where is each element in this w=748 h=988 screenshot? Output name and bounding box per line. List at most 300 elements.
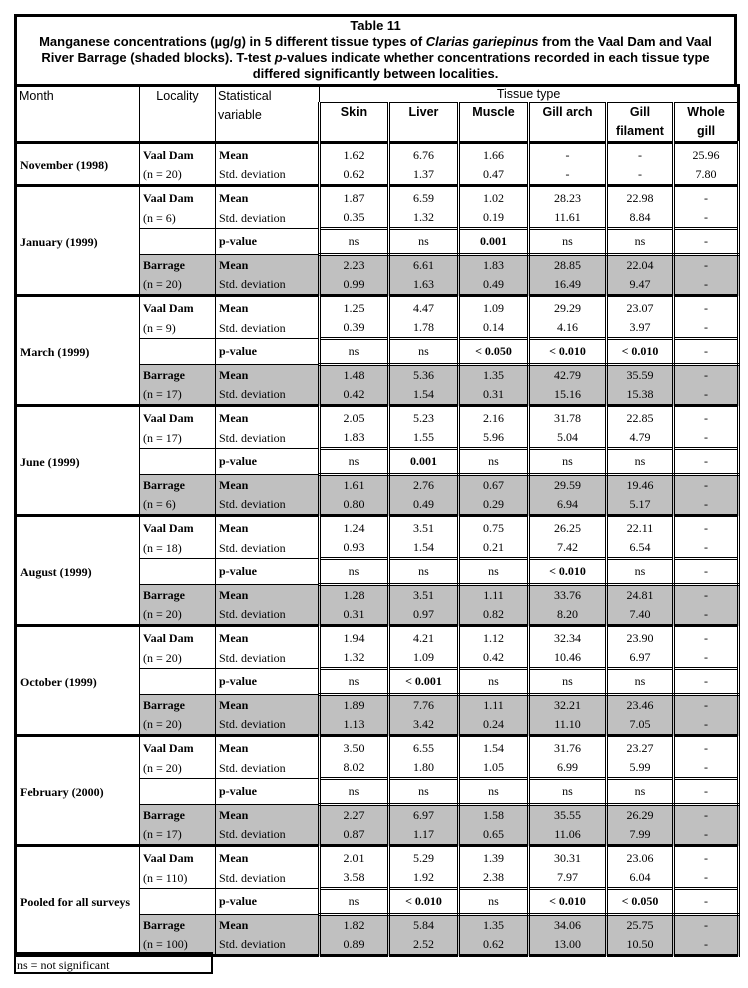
stat-label: Mean: [216, 846, 320, 869]
sd-row-cell: 4.79: [607, 428, 674, 449]
caption-text: -values indicate whether concentrations recorded in each tissue type differed significantly between localities.: [252, 50, 710, 81]
locality-empty: [140, 229, 216, 255]
mean-row-cell: 35.55: [529, 805, 607, 826]
locality-empty: [140, 779, 216, 805]
locality-empty: [140, 669, 216, 695]
mean-row-cell: 6.59: [389, 186, 459, 209]
month-label: June (1999): [16, 406, 140, 516]
mean-row-cell: 2.76: [389, 475, 459, 496]
mean-row-cell: 23.90: [607, 626, 674, 649]
stat-label: Mean: [216, 475, 320, 496]
sd-row-cell: 2.52: [389, 935, 459, 956]
stat-label: Std. deviation: [216, 605, 320, 626]
table-description: [23, 34, 728, 82]
p-value-cell: ns: [320, 339, 389, 365]
month-label: February (2000): [16, 736, 140, 846]
mean-row-cell: -: [674, 846, 739, 869]
mean-row-cell: 30.31: [529, 846, 607, 869]
mean-row-cell: 6.61: [389, 255, 459, 276]
p-value-cell: < 0.001: [389, 669, 459, 695]
p-value-cell: ns: [529, 779, 607, 805]
sd-row-cell: 5.99: [607, 758, 674, 779]
p-value-cell: -: [674, 229, 739, 255]
mean-row-cell: 1.62: [320, 143, 389, 166]
mean-row-cell: 6.55: [389, 736, 459, 759]
sd-row-cell: 5.04: [529, 428, 607, 449]
mean-row-cell: -: [674, 516, 739, 539]
sd-row-cell: -: [674, 935, 739, 956]
mean-row-cell: 5.84: [389, 915, 459, 936]
mean-row-cell: 33.76: [529, 585, 607, 606]
sd-row-cell: 0.87: [320, 825, 389, 846]
sd-row-cell: -: [674, 385, 739, 406]
mean-row-cell: -: [674, 475, 739, 496]
sd-row-cell: 0.35: [320, 208, 389, 229]
mean-row-cell: -: [607, 143, 674, 166]
month-label: October (1999): [16, 626, 140, 736]
p-value-cell: < 0.010: [529, 339, 607, 365]
sample-size: (n = 20): [140, 275, 216, 296]
p-value-cell: ns: [459, 559, 529, 585]
mean-row-cell: 1.35: [459, 915, 529, 936]
header-tissue-2: Muscle: [459, 103, 529, 143]
mean-row-cell: 1.94: [320, 626, 389, 649]
stat-label: Std. deviation: [216, 758, 320, 779]
caption-p: p: [274, 50, 283, 65]
sd-row-cell: 1.13: [320, 715, 389, 736]
sd-row-cell: 0.19: [459, 208, 529, 229]
stat-label: p-value: [216, 229, 320, 255]
sd-row-cell: 1.83: [320, 428, 389, 449]
month-label: Pooled for all surveys: [16, 846, 140, 956]
sd-row-cell: -: [674, 868, 739, 889]
locality-label: Vaal Dam: [140, 406, 216, 429]
table-caption: [14, 14, 737, 84]
sample-size: (n = 20): [140, 758, 216, 779]
table-row: [16, 406, 739, 429]
sd-row-cell: 11.06: [529, 825, 607, 846]
locality-empty: [140, 449, 216, 475]
sd-row-cell: -: [674, 825, 739, 846]
header-statistical-variable: Statistical variable: [216, 86, 320, 143]
stat-label: Mean: [216, 365, 320, 386]
stat-label: Mean: [216, 805, 320, 826]
mean-row-cell: 31.78: [529, 406, 607, 429]
mean-row-cell: -: [674, 406, 739, 429]
mean-row-cell: 22.85: [607, 406, 674, 429]
p-value-cell: < 0.010: [529, 559, 607, 585]
sd-row-cell: 16.49: [529, 275, 607, 296]
stat-label: Std. deviation: [216, 868, 320, 889]
sd-row-cell: 7.42: [529, 538, 607, 559]
stat-label: Std. deviation: [216, 208, 320, 229]
sample-size: (n = 20): [140, 165, 216, 186]
stat-label: Mean: [216, 516, 320, 539]
locality-label: Barrage: [140, 805, 216, 826]
mean-row-cell: -: [674, 365, 739, 386]
locality-label: Vaal Dam: [140, 186, 216, 209]
p-value-cell: < 0.050: [607, 889, 674, 915]
mean-row-cell: 1.83: [459, 255, 529, 276]
mean-row-cell: 1.09: [459, 296, 529, 319]
header-locality: Locality: [140, 86, 216, 143]
stat-label: p-value: [216, 559, 320, 585]
locality-label: Barrage: [140, 695, 216, 716]
sd-row-cell: 8.02: [320, 758, 389, 779]
mean-row-cell: 1.24: [320, 516, 389, 539]
sd-row-cell: -: [674, 648, 739, 669]
sd-row-cell: 0.42: [320, 385, 389, 406]
mean-row-cell: 1.54: [459, 736, 529, 759]
stat-label: Std. deviation: [216, 495, 320, 516]
stat-label: Mean: [216, 626, 320, 649]
sample-size: (n = 9): [140, 318, 216, 339]
stat-label: Mean: [216, 915, 320, 936]
mean-row-cell: 2.01: [320, 846, 389, 869]
sd-row-cell: 1.92: [389, 868, 459, 889]
mean-row-cell: 3.51: [389, 585, 459, 606]
mean-row-cell: 1.48: [320, 365, 389, 386]
p-value-cell: -: [674, 339, 739, 365]
mean-row-cell: 26.29: [607, 805, 674, 826]
mean-row-cell: 28.23: [529, 186, 607, 209]
sd-row-cell: 3.58: [320, 868, 389, 889]
sd-row-cell: 15.16: [529, 385, 607, 406]
sd-row-cell: 1.32: [320, 648, 389, 669]
footnote: ns = not significant: [14, 952, 213, 974]
table-row: [16, 143, 739, 166]
month-label: August (1999): [16, 516, 140, 626]
sd-row-cell: 0.31: [320, 605, 389, 626]
sd-row-cell: -: [674, 275, 739, 296]
header-month: Month: [16, 86, 140, 143]
sd-row-cell: 7.97: [529, 868, 607, 889]
mean-row-cell: 2.16: [459, 406, 529, 429]
sample-size: (n = 110): [140, 868, 216, 889]
mean-row-cell: 22.11: [607, 516, 674, 539]
mean-row-cell: 1.58: [459, 805, 529, 826]
mean-row-cell: 1.25: [320, 296, 389, 319]
stat-label: Std. deviation: [216, 275, 320, 296]
mean-row-cell: 29.59: [529, 475, 607, 496]
sd-row-cell: 0.31: [459, 385, 529, 406]
sd-row-cell: 0.65: [459, 825, 529, 846]
species-name: Clarias gariepinus: [425, 34, 539, 49]
mean-row-cell: 1.89: [320, 695, 389, 716]
sd-row-cell: 1.80: [389, 758, 459, 779]
p-value-cell: ns: [607, 779, 674, 805]
sd-row-cell: 15.38: [607, 385, 674, 406]
mean-row-cell: 1.11: [459, 695, 529, 716]
sample-size: (n = 20): [140, 605, 216, 626]
locality-label: Barrage: [140, 915, 216, 936]
locality-label: Barrage: [140, 365, 216, 386]
mean-row-cell: 26.25: [529, 516, 607, 539]
locality-label: Vaal Dam: [140, 736, 216, 759]
stat-label: Std. deviation: [216, 538, 320, 559]
sd-row-cell: 0.62: [320, 165, 389, 186]
stat-label: Std. deviation: [216, 648, 320, 669]
stat-label: p-value: [216, 669, 320, 695]
mean-row-cell: 5.36: [389, 365, 459, 386]
stat-label: Std. deviation: [216, 428, 320, 449]
stat-label: Mean: [216, 255, 320, 276]
table-11: [14, 14, 737, 957]
p-value-cell: < 0.050: [459, 339, 529, 365]
stat-label: Mean: [216, 296, 320, 319]
header-tissue-5: Whole gill: [674, 103, 739, 143]
mean-row-cell: 32.21: [529, 695, 607, 716]
mean-row-cell: 5.23: [389, 406, 459, 429]
sd-row-cell: 6.97: [607, 648, 674, 669]
stat-label: Mean: [216, 186, 320, 209]
p-value-cell: ns: [529, 669, 607, 695]
mean-row-cell: 1.39: [459, 846, 529, 869]
sd-row-cell: -: [674, 538, 739, 559]
sd-row-cell: 1.63: [389, 275, 459, 296]
sd-row-cell: 8.84: [607, 208, 674, 229]
sd-row-cell: 2.38: [459, 868, 529, 889]
stat-label: p-value: [216, 339, 320, 365]
sd-row-cell: 1.54: [389, 385, 459, 406]
header-tissue-type: Tissue type: [320, 86, 739, 103]
sd-row-cell: 0.93: [320, 538, 389, 559]
stat-label: Std. deviation: [216, 165, 320, 186]
mean-row-cell: -: [674, 255, 739, 276]
sd-row-cell: 0.14: [459, 318, 529, 339]
p-value-cell: ns: [320, 889, 389, 915]
stat-label: Mean: [216, 406, 320, 429]
p-value-cell: ns: [459, 779, 529, 805]
p-value-cell: ns: [320, 449, 389, 475]
p-value-cell: ns: [320, 779, 389, 805]
p-value-cell: ns: [529, 229, 607, 255]
sd-row-cell: 5.96: [459, 428, 529, 449]
mean-row-cell: -: [674, 915, 739, 936]
locality-label: Vaal Dam: [140, 143, 216, 166]
sample-size: (n = 17): [140, 385, 216, 406]
mean-row-cell: 2.23: [320, 255, 389, 276]
header-tissue-4: Gill filament: [607, 103, 674, 143]
mean-row-cell: 1.12: [459, 626, 529, 649]
mean-row-cell: 1.61: [320, 475, 389, 496]
mean-row-cell: 7.76: [389, 695, 459, 716]
p-value-cell: ns: [459, 889, 529, 915]
sd-row-cell: 0.42: [459, 648, 529, 669]
sd-row-cell: 6.04: [607, 868, 674, 889]
mean-row-cell: 5.29: [389, 846, 459, 869]
sd-row-cell: 11.61: [529, 208, 607, 229]
sd-row-cell: -: [674, 208, 739, 229]
sd-row-cell: 6.94: [529, 495, 607, 516]
stat-label: Std. deviation: [216, 715, 320, 736]
sd-row-cell: 0.47: [459, 165, 529, 186]
sd-row-cell: 0.80: [320, 495, 389, 516]
mean-row-cell: 3.51: [389, 516, 459, 539]
sd-row-cell: 5.17: [607, 495, 674, 516]
header-tissue-1: Liver: [389, 103, 459, 143]
sd-row-cell: 4.16: [529, 318, 607, 339]
sd-row-cell: 10.46: [529, 648, 607, 669]
sd-row-cell: -: [607, 165, 674, 186]
p-value-cell: -: [674, 889, 739, 915]
sd-row-cell: 0.82: [459, 605, 529, 626]
mean-row-cell: 22.98: [607, 186, 674, 209]
sample-size: (n = 6): [140, 208, 216, 229]
sd-row-cell: 0.49: [389, 495, 459, 516]
table-number: Table 11: [350, 18, 401, 33]
sd-row-cell: 1.17: [389, 825, 459, 846]
mean-row-cell: 0.67: [459, 475, 529, 496]
mean-row-cell: 23.06: [607, 846, 674, 869]
sample-size: (n = 6): [140, 495, 216, 516]
mean-row-cell: 1.82: [320, 915, 389, 936]
sample-size: (n = 20): [140, 715, 216, 736]
p-value-cell: -: [674, 559, 739, 585]
p-value-cell: < 0.010: [607, 339, 674, 365]
sd-row-cell: 0.29: [459, 495, 529, 516]
table-row: [16, 626, 739, 649]
sd-row-cell: 1.05: [459, 758, 529, 779]
sd-row-cell: -: [529, 165, 607, 186]
p-value-cell: 0.001: [459, 229, 529, 255]
p-value-cell: ns: [607, 449, 674, 475]
sample-size: (n = 100): [140, 935, 216, 956]
p-value-cell: 0.001: [389, 449, 459, 475]
mean-row-cell: 22.04: [607, 255, 674, 276]
mean-row-cell: 6.76: [389, 143, 459, 166]
mean-row-cell: 25.96: [674, 143, 739, 166]
locality-empty: [140, 339, 216, 365]
mean-row-cell: 0.75: [459, 516, 529, 539]
p-value-cell: ns: [459, 449, 529, 475]
stat-label: Std. deviation: [216, 318, 320, 339]
p-value-cell: -: [674, 449, 739, 475]
mean-row-cell: 4.47: [389, 296, 459, 319]
stat-label: p-value: [216, 779, 320, 805]
mean-row-cell: -: [674, 585, 739, 606]
p-value-cell: ns: [529, 449, 607, 475]
locality-empty: [140, 559, 216, 585]
mean-row-cell: -: [529, 143, 607, 166]
stat-label: Mean: [216, 695, 320, 716]
p-value-cell: ns: [320, 669, 389, 695]
sd-row-cell: 1.55: [389, 428, 459, 449]
sd-row-cell: 6.54: [607, 538, 674, 559]
mean-row-cell: -: [674, 296, 739, 319]
header-tissue-0: Skin: [320, 103, 389, 143]
mean-row-cell: 1.66: [459, 143, 529, 166]
sd-row-cell: 10.50: [607, 935, 674, 956]
stat-label: Std. deviation: [216, 935, 320, 956]
sd-row-cell: -: [674, 318, 739, 339]
sd-row-cell: 7.80: [674, 165, 739, 186]
stat-label: Std. deviation: [216, 385, 320, 406]
p-value-cell: ns: [389, 559, 459, 585]
sd-row-cell: 0.97: [389, 605, 459, 626]
mean-row-cell: -: [674, 736, 739, 759]
mean-row-cell: 1.02: [459, 186, 529, 209]
p-value-cell: ns: [607, 669, 674, 695]
table-row: [16, 516, 739, 539]
sd-row-cell: -: [674, 495, 739, 516]
caption-text: Manganese concentrations (µg/g) in 5 different tissue types of: [39, 34, 426, 49]
mean-row-cell: 23.46: [607, 695, 674, 716]
p-value-cell: -: [674, 779, 739, 805]
sample-size: (n = 17): [140, 825, 216, 846]
p-value-cell: ns: [389, 229, 459, 255]
month-label: November (1998): [16, 143, 140, 186]
sd-row-cell: 6.99: [529, 758, 607, 779]
stat-label: Mean: [216, 143, 320, 166]
sd-row-cell: 3.42: [389, 715, 459, 736]
mean-row-cell: 32.34: [529, 626, 607, 649]
mean-row-cell: 35.59: [607, 365, 674, 386]
mean-row-cell: 19.46: [607, 475, 674, 496]
locality-empty: [140, 889, 216, 915]
p-value-cell: ns: [389, 339, 459, 365]
table-row: [16, 846, 739, 869]
p-value-cell: < 0.010: [389, 889, 459, 915]
mean-row-cell: 1.11: [459, 585, 529, 606]
mean-row-cell: 4.21: [389, 626, 459, 649]
sd-row-cell: 1.09: [389, 648, 459, 669]
locality-label: Vaal Dam: [140, 626, 216, 649]
mean-row-cell: 23.27: [607, 736, 674, 759]
mean-row-cell: 23.07: [607, 296, 674, 319]
mean-row-cell: 6.97: [389, 805, 459, 826]
mean-row-cell: 1.35: [459, 365, 529, 386]
sd-row-cell: -: [674, 428, 739, 449]
sd-row-cell: 0.24: [459, 715, 529, 736]
sd-row-cell: 11.10: [529, 715, 607, 736]
locality-label: Barrage: [140, 255, 216, 276]
sample-size: (n = 20): [140, 648, 216, 669]
mean-row-cell: 1.28: [320, 585, 389, 606]
sd-row-cell: 0.39: [320, 318, 389, 339]
sd-row-cell: 8.20: [529, 605, 607, 626]
sd-row-cell: 0.49: [459, 275, 529, 296]
month-label: March (1999): [16, 296, 140, 406]
stat-label: Mean: [216, 736, 320, 759]
sd-row-cell: 0.62: [459, 935, 529, 956]
mean-row-cell: 1.87: [320, 186, 389, 209]
caption-text: from the Vaal Dam and Vaal River Barrage (shaded blocks). T-test: [41, 34, 712, 65]
sd-row-cell: 0.89: [320, 935, 389, 956]
month-label: January (1999): [16, 186, 140, 296]
stat-label: p-value: [216, 889, 320, 915]
sd-row-cell: -: [674, 605, 739, 626]
p-value-cell: ns: [320, 229, 389, 255]
sample-size: (n = 18): [140, 538, 216, 559]
mean-row-cell: 28.85: [529, 255, 607, 276]
p-value-cell: ns: [459, 669, 529, 695]
sd-row-cell: 7.05: [607, 715, 674, 736]
sd-row-cell: -: [674, 758, 739, 779]
sd-row-cell: 1.37: [389, 165, 459, 186]
mean-row-cell: 34.06: [529, 915, 607, 936]
locality-label: Vaal Dam: [140, 516, 216, 539]
sd-row-cell: 9.47: [607, 275, 674, 296]
mean-row-cell: 2.05: [320, 406, 389, 429]
locality-label: Barrage: [140, 475, 216, 496]
sd-row-cell: 13.00: [529, 935, 607, 956]
sd-row-cell: 7.99: [607, 825, 674, 846]
locality-label: Vaal Dam: [140, 846, 216, 869]
sd-row-cell: 3.97: [607, 318, 674, 339]
stat-label: p-value: [216, 449, 320, 475]
mean-row-cell: 42.79: [529, 365, 607, 386]
